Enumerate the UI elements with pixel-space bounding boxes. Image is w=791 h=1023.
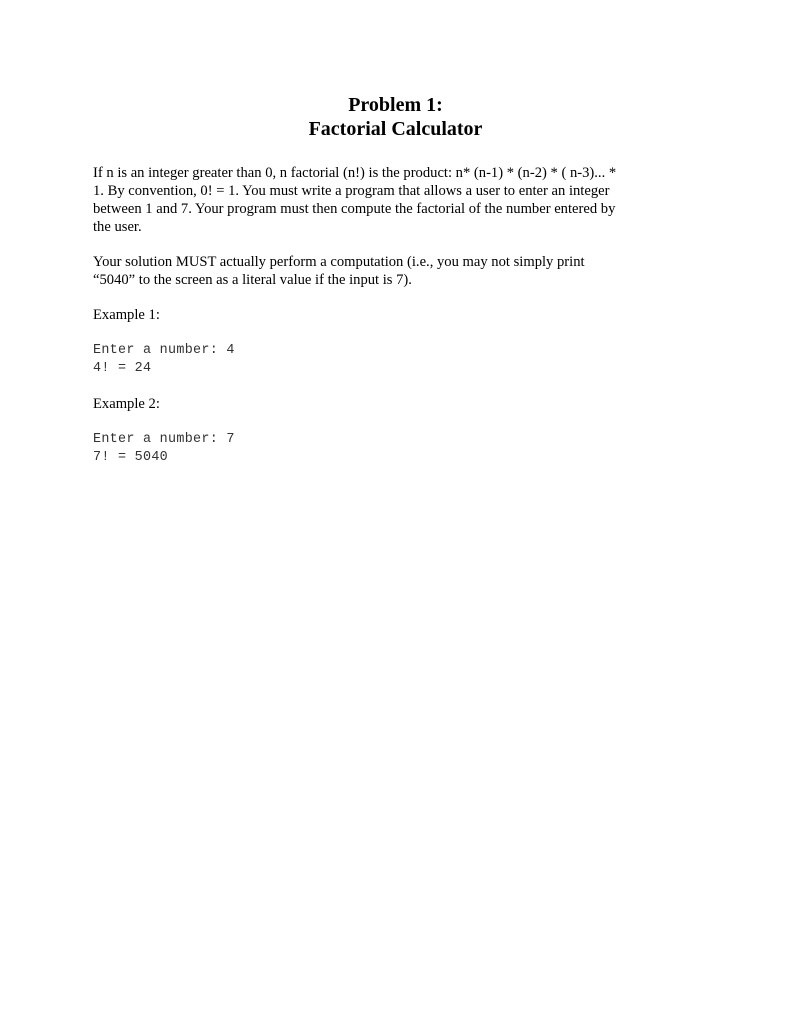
example-1-result: 4! = 24 xyxy=(93,361,152,376)
requirement-line-2: “5040” to the screen as a literal value if the input is 7). xyxy=(93,272,412,288)
example-1-label: Example 1: xyxy=(93,307,160,323)
example-2-output xyxy=(93,431,235,467)
title-line-1: Problem 1: xyxy=(348,94,443,116)
description-line-4: the user. xyxy=(93,219,142,235)
example-2-prompt: Enter a number: 7 xyxy=(93,432,235,447)
title-line-2: Factorial Calculator xyxy=(308,118,483,140)
problem-description xyxy=(93,164,658,236)
description-line-3: between 1 and 7. Your program must then compute the factorial of the number entered by xyxy=(93,201,616,217)
description-line-1: If n is an integer greater than 0, n factorial (n!) is the product: n* (n-1) * (n-2) * ( n-3)... * xyxy=(93,165,617,181)
example-1-output xyxy=(93,342,235,378)
requirement-line-1: Your solution MUST actually perform a computation (i.e., you may not simply print xyxy=(93,254,585,270)
example-2-result: 7! = 5040 xyxy=(93,450,169,465)
example-1-prompt: Enter a number: 4 xyxy=(93,343,235,358)
description-line-2: 1. By convention, 0! = 1. You must write a program that allows a user to enter an integer xyxy=(93,183,610,199)
computation-requirement xyxy=(93,253,658,289)
problem-title xyxy=(0,93,791,141)
example-2-label: Example 2: xyxy=(93,396,160,412)
